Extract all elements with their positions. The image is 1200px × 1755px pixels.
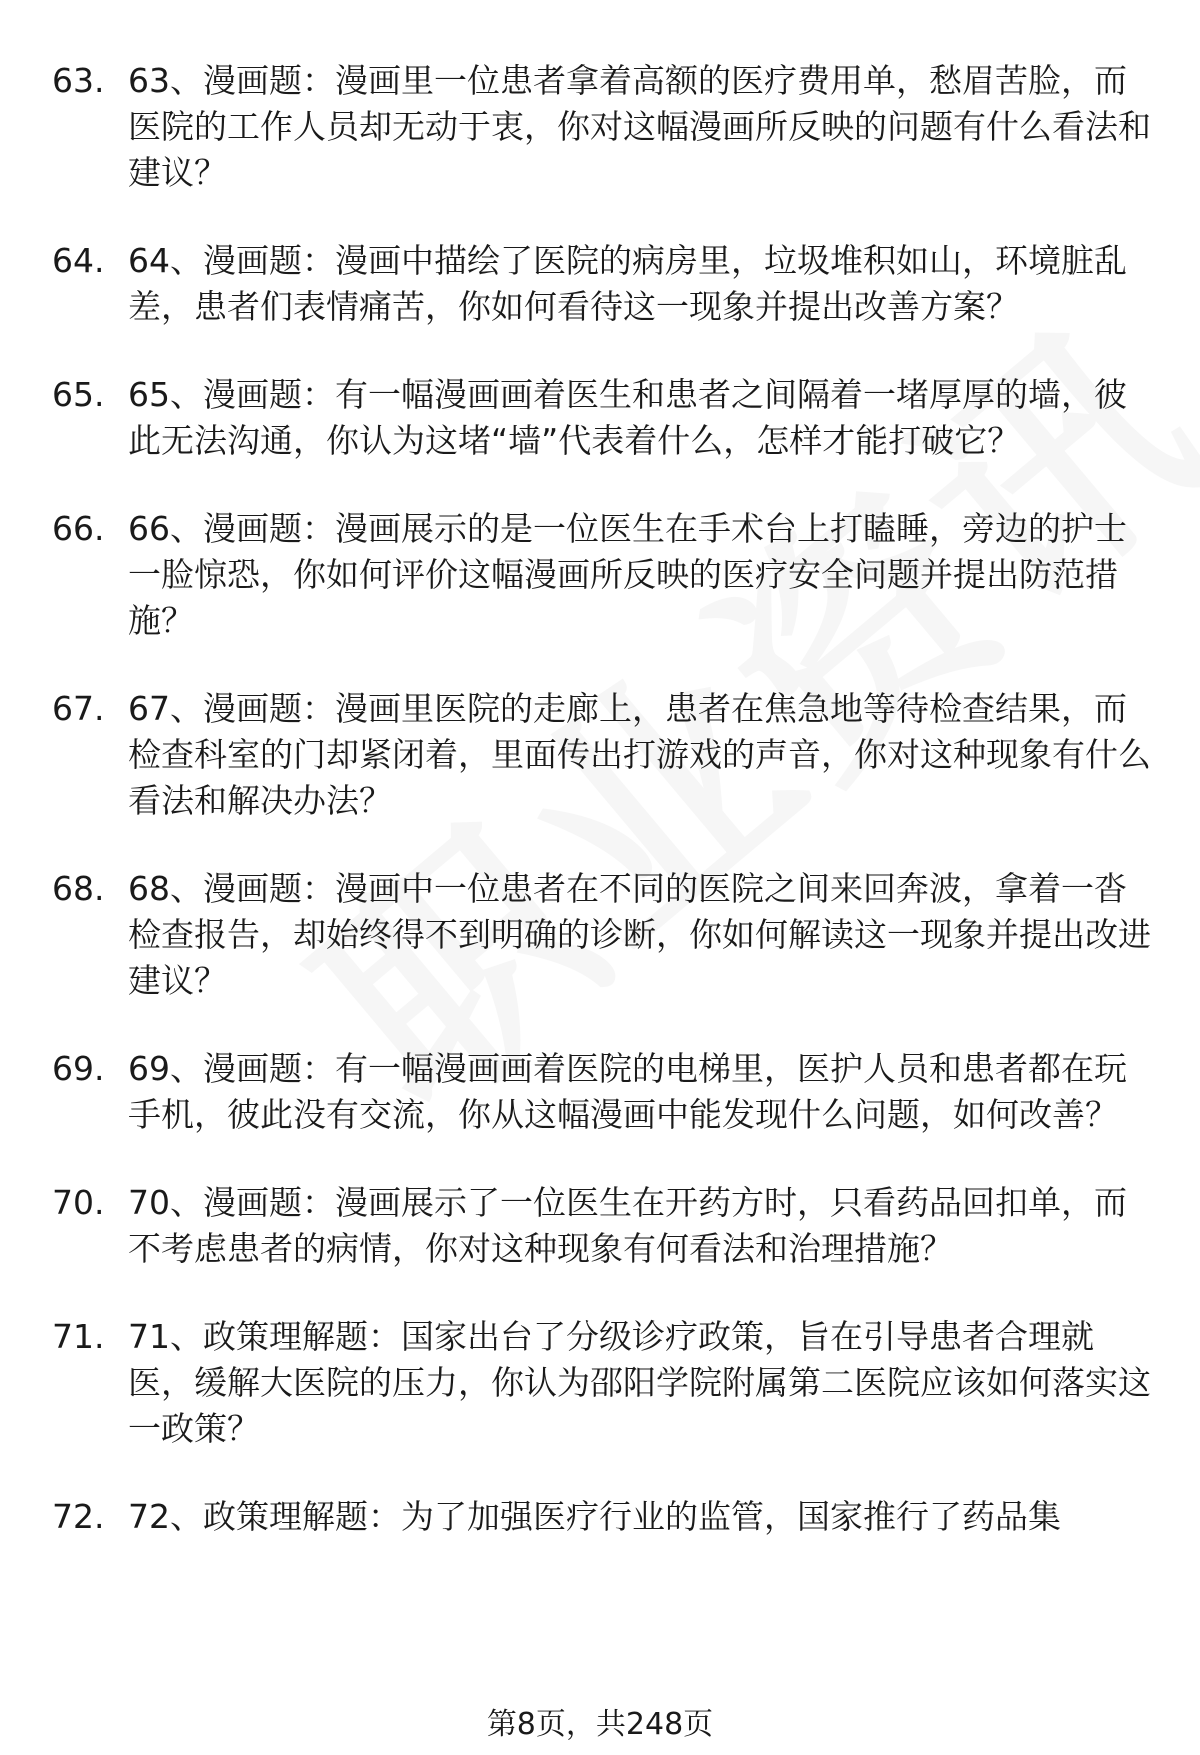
question-text: 68、漫画题：漫画中一位患者在不同的医院之间来回奔波，拿着一沓检查报告，却始终得不到明确的诊断，你如何解读这一现象并提出改进建议？ xyxy=(128,869,1151,1000)
question-item xyxy=(52,1494,1152,1540)
question-list xyxy=(52,58,1152,1582)
question-item xyxy=(52,506,1152,644)
question-item xyxy=(52,866,1152,1004)
question-text: 64、漫画题：漫画中描绘了医院的病房里，垃圾堆积如山，环境脏乱差，患者们表情痛苦，你如何看待这一现象并提出改善方案？ xyxy=(128,241,1127,326)
question-number: 66. xyxy=(52,509,105,548)
page-footer: 第8页，共248页 xyxy=(486,1707,714,1742)
question-text: 67、漫画题：漫画里医院的走廊上，患者在焦急地等待检查结果，而检查科室的门却紧闭着，里面传出打游戏的声音，你对这种现象有什么看法和解决办法？ xyxy=(128,689,1151,820)
question-number: 71. xyxy=(52,1317,105,1356)
question-number: 64. xyxy=(52,241,105,280)
question-number: 68. xyxy=(52,869,105,908)
question-number: 69. xyxy=(52,1049,105,1088)
question-item xyxy=(52,58,1152,196)
question-item xyxy=(52,238,1152,330)
question-number: 67. xyxy=(52,689,105,728)
question-text: 70、漫画题：漫画展示了一位医生在开药方时，只看药品回扣单，而不考虑患者的病情，你对这种现象有何看法和治理措施？ xyxy=(128,1183,1127,1268)
question-text: 69、漫画题：有一幅漫画画着医院的电梯里，医护人员和患者都在玩手机，彼此没有交流，你从这幅漫画中能发现什么问题，如何改善？ xyxy=(128,1049,1127,1134)
question-item xyxy=(52,1314,1152,1452)
question-text: 63、漫画题：漫画里一位患者拿着高额的医疗费用单，愁眉苦脸，而医院的工作人员却无动于衷，你对这幅漫画所反映的问题有什么看法和建议？ xyxy=(128,61,1151,192)
question-number: 65. xyxy=(52,375,105,414)
question-item xyxy=(52,1046,1152,1138)
question-number: 70. xyxy=(52,1183,105,1222)
question-text: 72、政策理解题：为了加强医疗行业的监管，国家推行了药品集 xyxy=(128,1497,1061,1536)
question-text: 65、漫画题：有一幅漫画画着医生和患者之间隔着一堵厚厚的墙，彼此无法沟通，你认为这堵“墙”代表着什么，怎样才能打破它？ xyxy=(128,375,1127,460)
question-item xyxy=(52,372,1152,464)
question-text: 66、漫画题：漫画展示的是一位医生在手术台上打瞌睡，旁边的护士一脸惊恐，你如何评价这幅漫画所反映的医疗安全问题并提出防范措施？ xyxy=(128,509,1127,640)
question-text: 71、政策理解题：国家出台了分级诊疗政策，旨在引导患者合理就医，缓解大医院的压力，你认为邵阳学院附属第二医院应该如何落实这一政策？ xyxy=(128,1317,1151,1448)
question-number: 63. xyxy=(52,61,105,100)
question-number: 72. xyxy=(52,1497,105,1536)
question-item xyxy=(52,1180,1152,1272)
question-item xyxy=(52,686,1152,824)
